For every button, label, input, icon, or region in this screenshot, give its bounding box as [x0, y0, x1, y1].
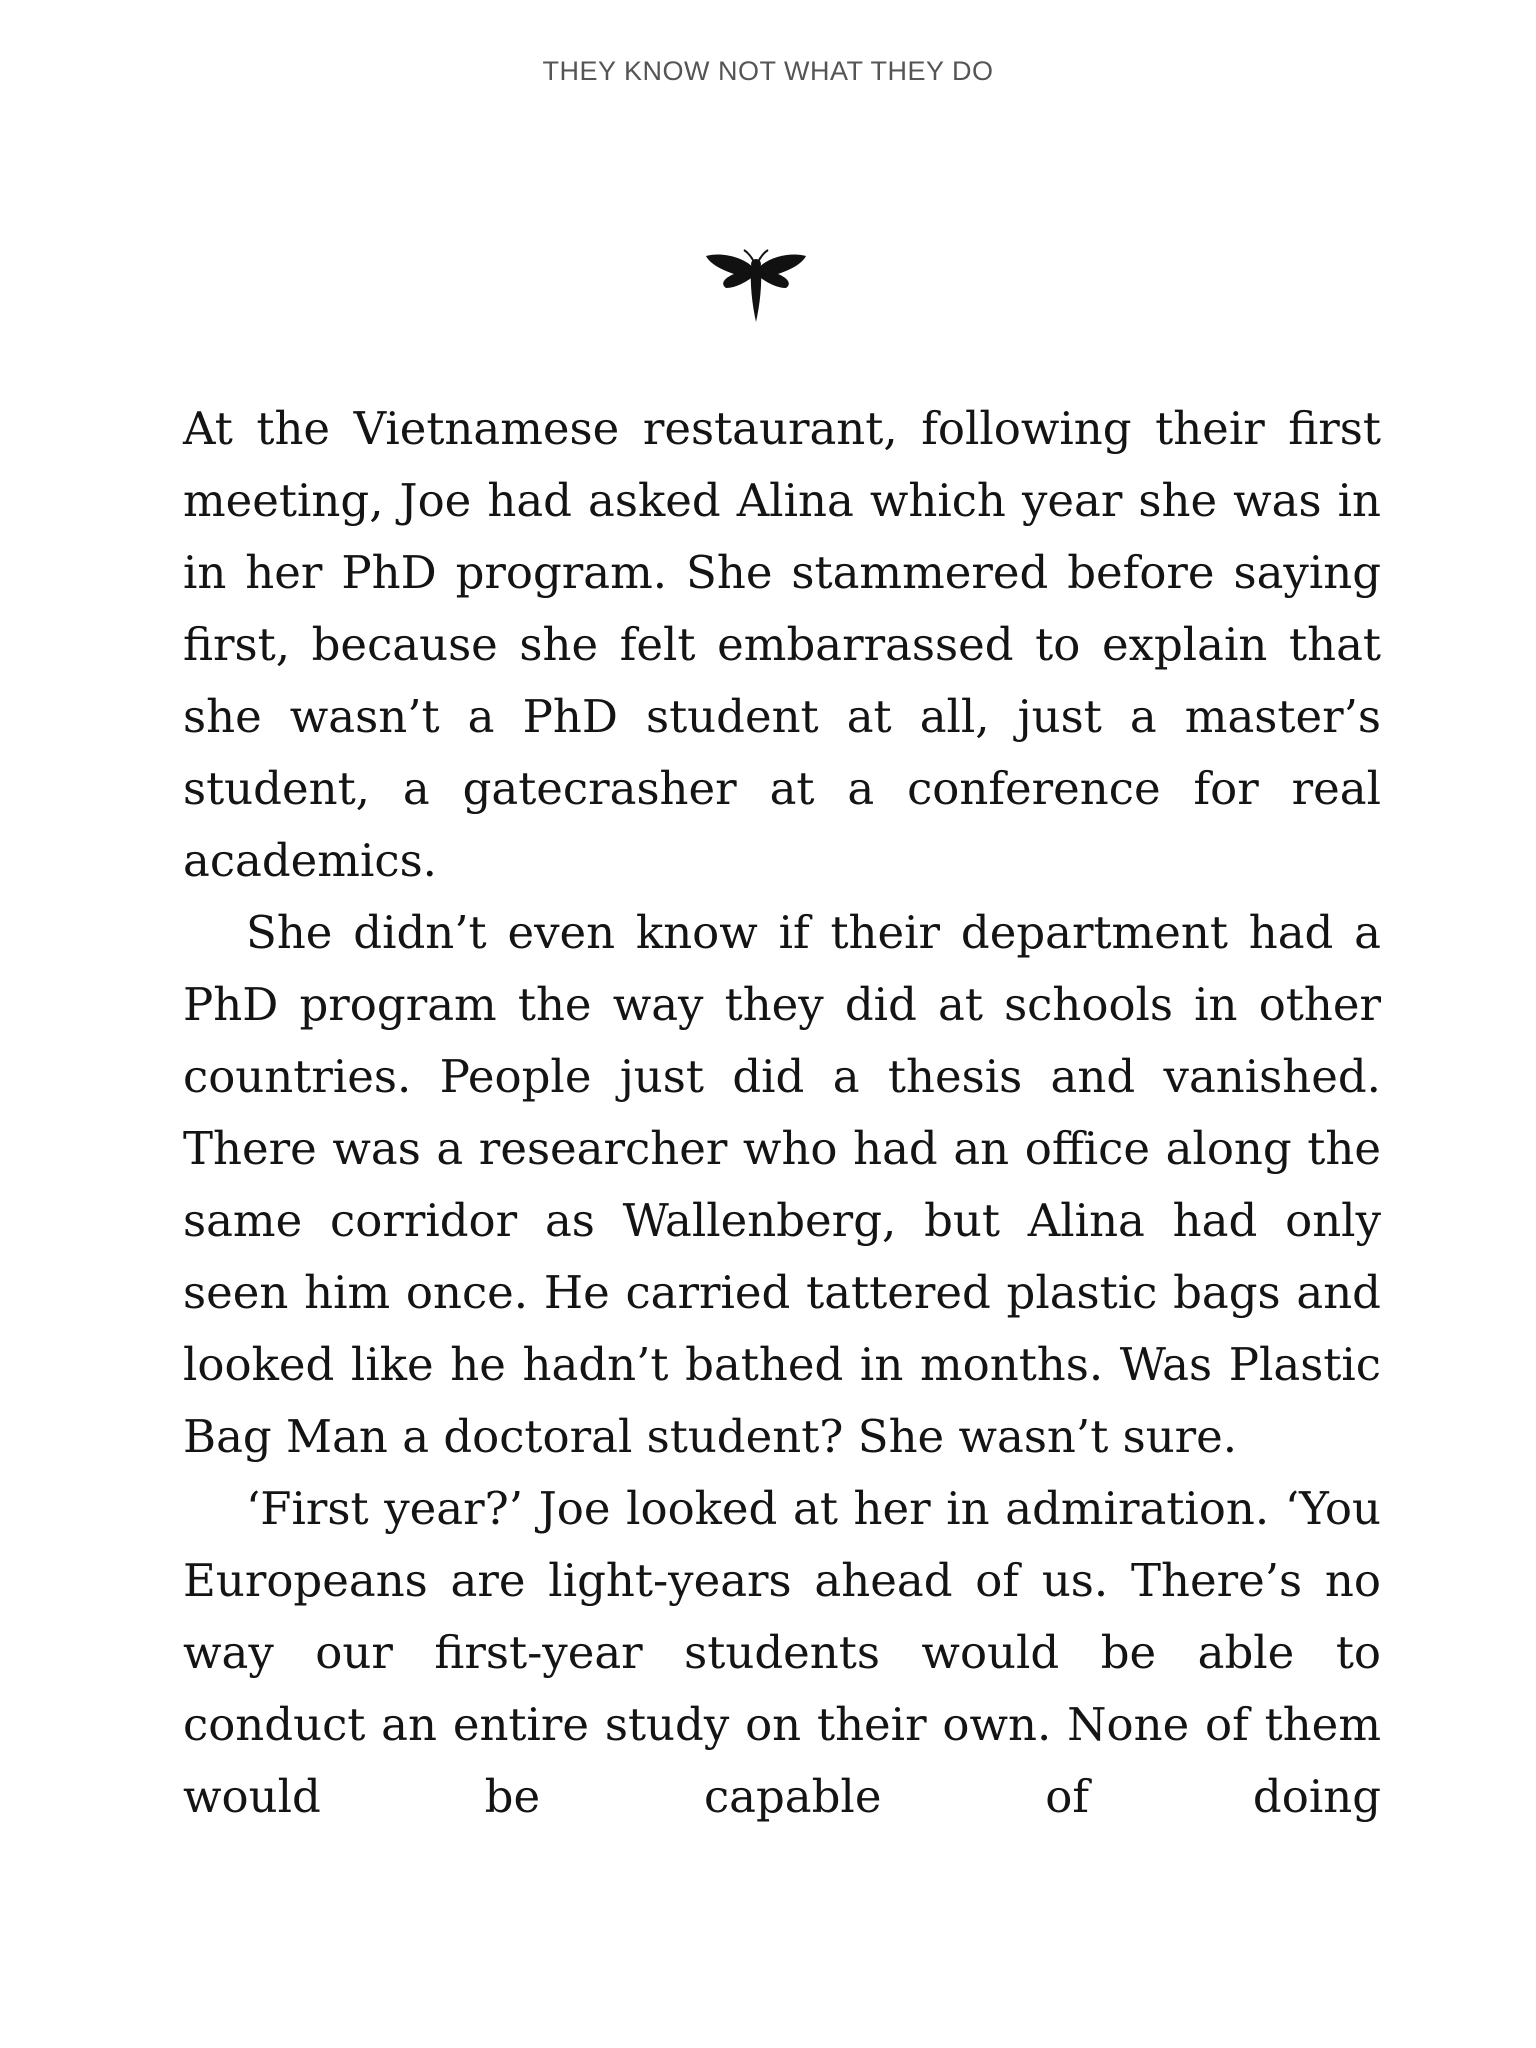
running-header: THEY KNOW NOT WHAT THEY DO	[542, 56, 994, 86]
paragraph: She didn’t even know if their department had a PhD program the way they did at schools in other countries. People just did a thesis and vanished. There was a researcher who had an office along the same corridor as Wallenberg, but Alina had only seen him once. He carried tattered plastic bags and looked like he hadn’t bathed in months. Was Plastic Bag Man a doctoral student? She wasn’t sure.	[183, 906, 1381, 1463]
body-text	[183, 393, 1381, 1833]
paragraph: At the Vietnamese restaurant, following their first meeting, Joe had asked Alina which year she was in in her PhD program. She stammered before saying first, because she felt embarrassed to explain that she wasn’t a PhD student at all, just a master’s student, a gatecrasher at a conference for real academics.	[183, 402, 1381, 887]
moth-icon	[704, 248, 808, 324]
paragraph: ‘First year?’ Joe looked at her in admiration. ‘You Europeans are light-years ahead of us. There’s no way our first-year students would be able to conduct an entire study on their own. None of them would be capable of doing	[183, 1482, 1381, 1823]
